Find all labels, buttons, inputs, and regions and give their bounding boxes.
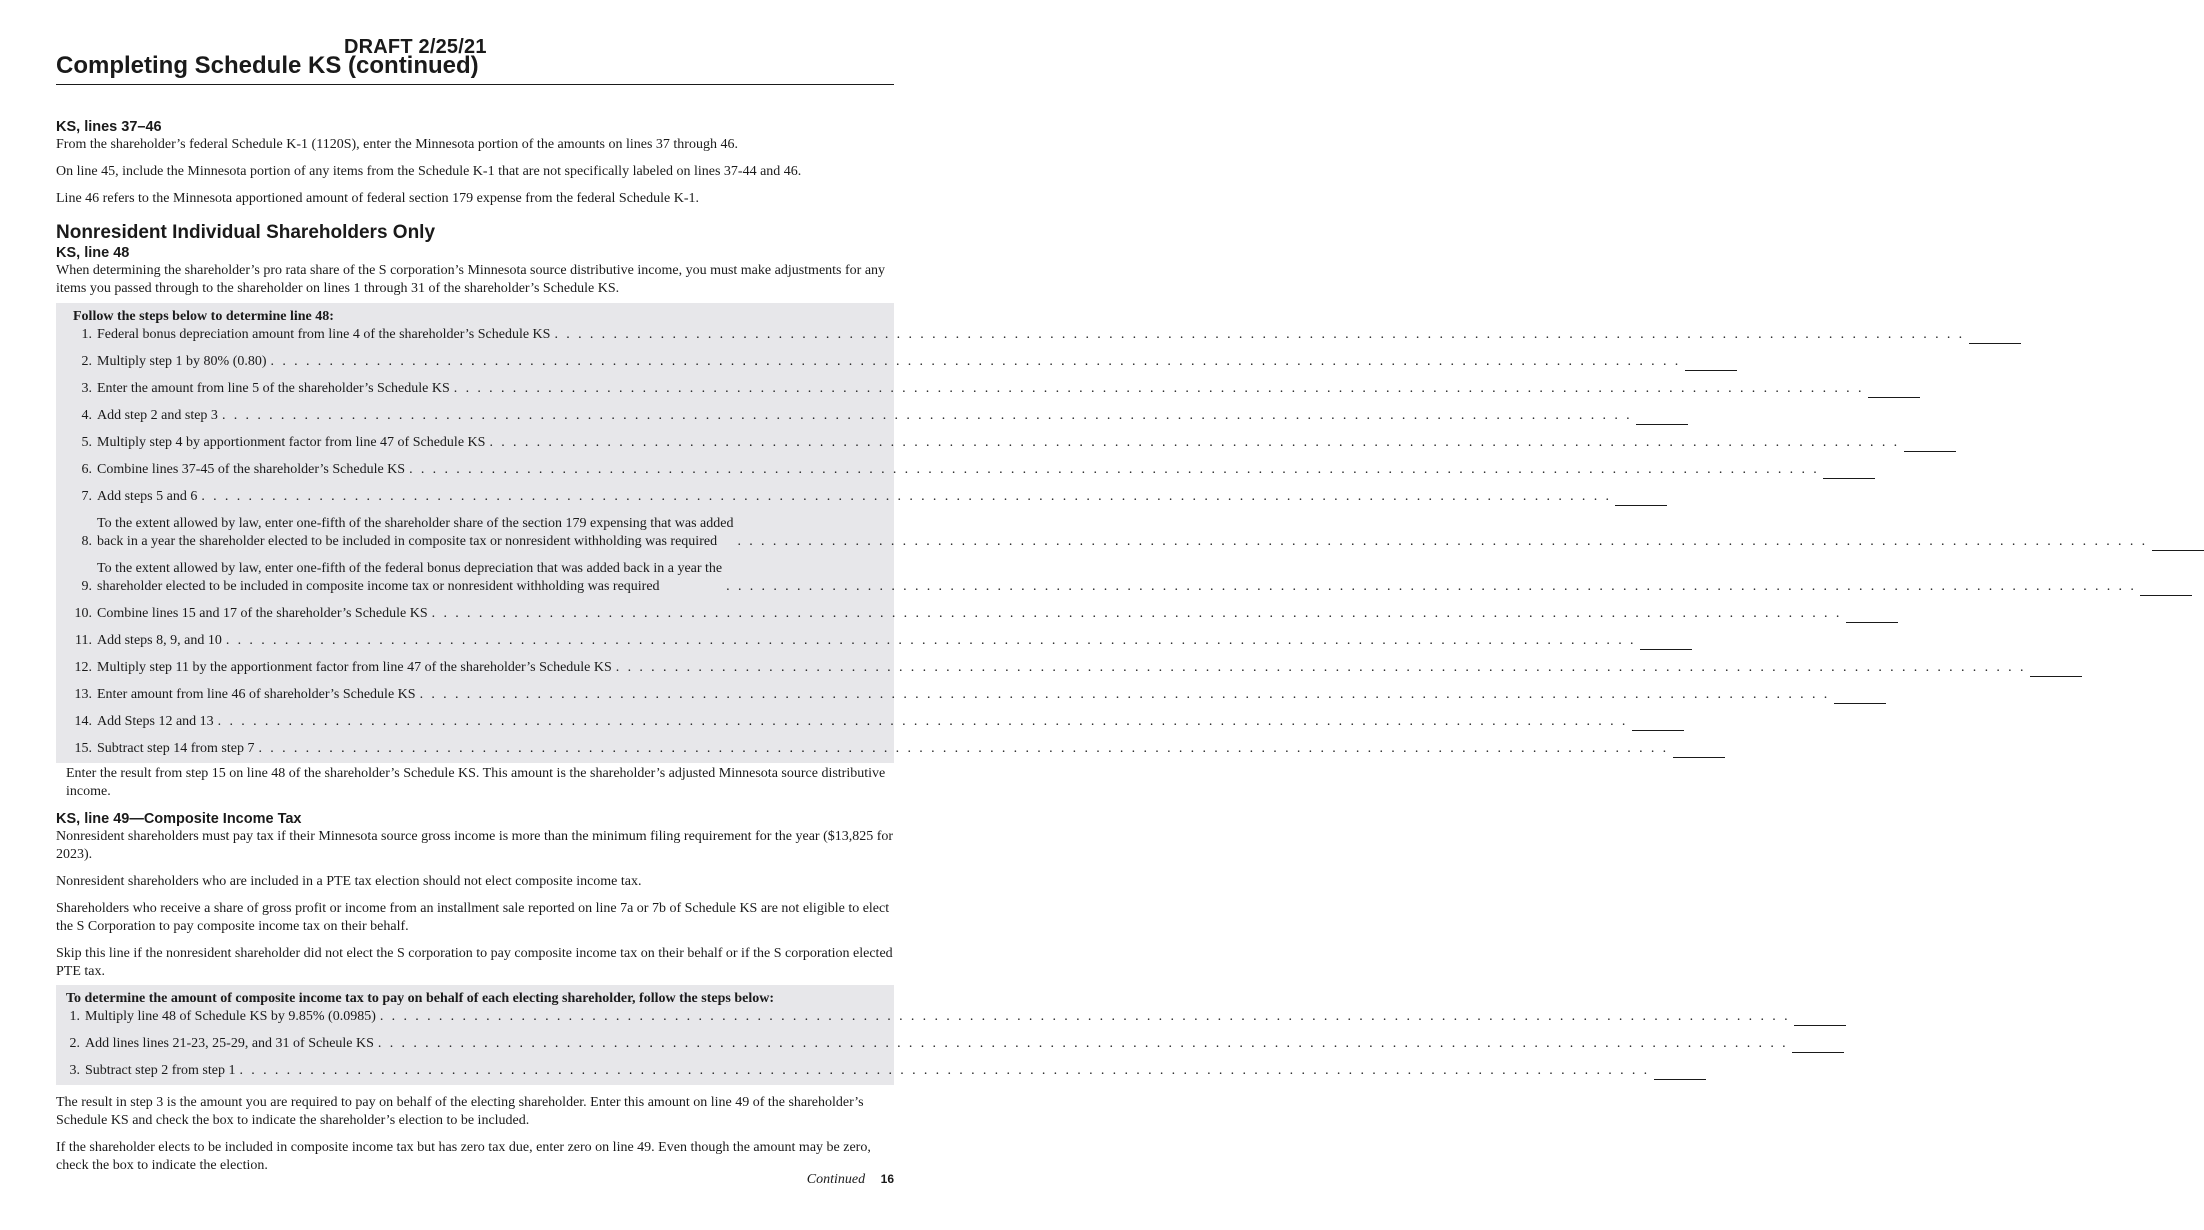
- step-number: 11.: [75, 633, 92, 648]
- step-text: Subtract step 2 from step 1: [85, 1063, 236, 1078]
- paragraph: On line 45, include the Minnesota portion of any items from the Schedule K-1 that are not specifically labeled on lines 37-44 and 46.: [56, 164, 802, 179]
- leader-dots: . . . . . . . . . . . . . . . . . . . . . . . . . . . . . . . . . . . . . . . . . . . . . . . . . . . . . . . . . . . . . . . . . . . . . . . . . . . . . . . . . . . . . . . . . . . . . . . . . . . . . . . . . . . . . . . . . . . . . . . .: [453, 381, 1864, 396]
- worksheet-step: [62, 515, 2148, 551]
- paragraph: When determining the shareholder’s pro rata share of the S corporation’s Minnesota source distributive income, you must make adjustments for any items you passed through to the shareholder on lines 1 through 31 of the shareholder’s Schedule KS.: [56, 263, 886, 296]
- step-text: Federal bonus depreciation amount from line 4 of the shareholder’s Schedule KS: [97, 327, 551, 342]
- amount-blank[interactable]: [1640, 635, 1692, 650]
- step-text: Add Steps 12 and 13: [97, 714, 214, 729]
- amount-blank[interactable]: [1673, 743, 1725, 758]
- amount-blank[interactable]: [1792, 1038, 1844, 1053]
- amount-blank[interactable]: [2152, 536, 2204, 551]
- leader-dots: . . . . . . . . . . . . . . . . . . . . . . . . . . . . . . . . . . . . . . . . . . . . . . . . . . . . . . . . . . . . . . . . . . . . . . . . . . . . . . . . . . . . . . . . . . . . . . . . . . . . . . . . . . . . . . . . . . . . . . . .: [737, 534, 2148, 549]
- step-text: Add lines lines 21-23, 25-29, and 31 of Scheule KS: [85, 1036, 374, 1051]
- page-title: Completing Schedule KS (continued): [56, 52, 479, 79]
- amount-blank[interactable]: [2140, 581, 2192, 596]
- leader-dots: . . . . . . . . . . . . . . . . . . . . . . . . . . . . . . . . . . . . . . . . . . . . . . . . . . . . . . . . . . . . . . . . . . . . . . . . . . . . . . . . . . . . . . . . . . . . . . . . . . . . . . . . . . . . . . . . . . . . . . . .: [221, 408, 1633, 423]
- amount-blank[interactable]: [1794, 1011, 1846, 1026]
- step-number: 12.: [74, 660, 92, 675]
- worksheet-step: [62, 326, 1965, 344]
- paragraph: Shareholders who receive a share of gross profit or income from an installment sale reported on line 7a or 7b of Schedule KS are not eligible to elect the S Corporation to pay composite income tax on their behalf.: [56, 901, 890, 934]
- leader-dots: . . . . . . . . . . . . . . . . . . . . . . . . . . . . . . . . . . . . . . . . . . . . . . . . . . . . . . . . . . . . . . . . . . . . . . . . . . . . . . . . . . . . . . . . . . . . . . . . . . . . . . . . . . . . . . . . . . . . . . . .: [615, 660, 2026, 675]
- step-text: Multiply step 4 by apportionment factor from line 47 of Schedule KS: [97, 435, 486, 450]
- paragraph: From the shareholder’s federal Schedule K-1 (1120S), enter the Minnesota portion of the amounts on lines 37 through 46.: [56, 137, 738, 152]
- step-text: Add steps 8, 9, and 10: [97, 633, 222, 648]
- leader-dots: . . . . . . . . . . . . . . . . . . . . . . . . . . . . . . . . . . . . . . . . . . . . . . . . . . . . . . . . . . . . . . . . . . . . . . . . . . . . . . . . . . . . . . . . . . . . . . . . . . . . . . . . . . . . . . . . . . . . . . . .: [377, 1036, 1789, 1051]
- step-text: Subtract step 14 from step 7: [97, 741, 255, 756]
- draft-stamp: DRAFT 2/25/21: [344, 36, 487, 58]
- step-text: Combine lines 37-45 of the shareholder’s Schedule KS: [97, 462, 406, 477]
- amount-blank[interactable]: [1654, 1065, 1706, 1080]
- step-text: Add step 2 and step 3: [97, 408, 218, 423]
- paragraph: Nonresident shareholders must pay tax if their Minnesota source gross income is more than the minimum filing requirement for the year ($13,825 for 2023).: [56, 829, 894, 862]
- amount-blank[interactable]: [1823, 464, 1875, 479]
- leader-dots: . . . . . . . . . . . . . . . . . . . . . . . . . . . . . . . . . . . . . . . . . . . . . . . . . . . . . . . . . . . . . . . . . . . . . . . . . . . . . . . . . . . . . . . . . . . . . . . . . . . . . . . . . . . . . . . . . . . . . . . .: [726, 579, 2137, 594]
- leader-dots: . . . . . . . . . . . . . . . . . . . . . . . . . . . . . . . . . . . . . . . . . . . . . . . . . . . . . . . . . . . . . . . . . . . . . . . . . . . . . . . . . . . . . . . . . . . . . . . . . . . . . . . . . . . . . . . . . . . . . . . .: [554, 327, 1965, 342]
- subheading-ks-line-48: KS, line 48: [56, 245, 130, 261]
- worksheet-step: [62, 1008, 1790, 1026]
- leader-dots: . . . . . . . . . . . . . . . . . . . . . . . . . . . . . . . . . . . . . . . . . . . . . . . . . . . . . . . . . . . . . . . . . . . . . . . . . . . . . . . . . . . . . . . . . . . . . . . . . . . . . . . . . . . . . . . . . . . . . . . .: [258, 741, 1669, 756]
- page-number: 16: [880, 1172, 894, 1186]
- step-number: 14.: [74, 714, 92, 729]
- worksheet-step: [62, 488, 1612, 506]
- step-text: To the extent allowed by law, enter one-fifth of the shareholder share of the section 179 expensing that was added: [97, 516, 734, 531]
- worksheet-step: [62, 740, 1669, 758]
- step-text: Combine lines 15 and 17 of the shareholder’s Schedule KS: [97, 606, 428, 621]
- worksheet-step: [62, 713, 1628, 731]
- leader-dots: . . . . . . . . . . . . . . . . . . . . . . . . . . . . . . . . . . . . . . . . . . . . . . . . . . . . . . . . . . . . . . . . . . . . . . . . . . . . . . . . . . . . . . . . . . . . . . . . . . . . . . . . . . . . . . . . . . . . . . . .: [225, 633, 1636, 648]
- leader-dots: . . . . . . . . . . . . . . . . . . . . . . . . . . . . . . . . . . . . . . . . . . . . . . . . . . . . . . . . . . . . . . . . . . . . . . . . . . . . . . . . . . . . . . . . . . . . . . . . . . . . . . . . . . . . . . . . . . . . . . . .: [409, 462, 1820, 477]
- step-number: 7.: [81, 489, 92, 504]
- step-text: Multiply step 1 by 80% (0.80): [97, 354, 267, 369]
- section-heading-ks-37-46: KS, lines 37–46: [56, 119, 162, 135]
- paragraph: Skip this line if the nonresident shareholder did not elect the S corporation to pay composite income tax on their behalf or if the S corporation elected PTE tax.: [56, 946, 893, 979]
- leader-dots: . . . . . . . . . . . . . . . . . . . . . . . . . . . . . . . . . . . . . . . . . . . . . . . . . . . . . . . . . . . . . . . . . . . . . . . . . . . . . . . . . . . . . . . . . . . . . . . . . . . . . . . . . . . . . . . . . . . . . . . .: [270, 354, 1681, 369]
- step-text: Enter amount from line 46 of shareholder’s Schedule KS: [97, 687, 416, 702]
- worksheet-step: [62, 1062, 1650, 1080]
- line-48-worksheet: [56, 303, 2148, 763]
- paragraph: The result in step 3 is the amount you are required to pay on behalf of the electing shareholder. Enter this amount on line 49 of the shareholder’s Schedule KS and check the box to indicate the shareholder’s election to be included.: [56, 1095, 864, 1128]
- leader-dots: . . . . . . . . . . . . . . . . . . . . . . . . . . . . . . . . . . . . . . . . . . . . . . . . . . . . . . . . . . . . . . . . . . . . . . . . . . . . . . . . . . . . . . . . . . . . . . . . . . . . . . . . . . . . . . . . . . . . . . . .: [217, 714, 1628, 729]
- worksheet-step: [62, 1035, 1789, 1053]
- worksheet-step: [62, 686, 1830, 704]
- step-number: 15.: [74, 741, 92, 756]
- step-text: back in a year the shareholder elected to be included in composite tax or nonresident withholding was required: [97, 534, 718, 549]
- worksheet-intro: To determine the amount of composite income tax to pay on behalf of each electing shareholder, follow the steps below:: [66, 991, 774, 1006]
- page-content: [56, 118, 2148, 1175]
- leader-dots: . . . . . . . . . . . . . . . . . . . . . . . . . . . . . . . . . . . . . . . . . . . . . . . . . . . . . . . . . . . . . . . . . . . . . . . . . . . . . . . . . . . . . . . . . . . . . . . . . . . . . . . . . . . . . . . . . . . . . . . .: [431, 606, 1842, 621]
- worksheet-step: [62, 380, 1864, 398]
- amount-blank[interactable]: [1904, 437, 1956, 452]
- step-text: Multiply line 48 of Schedule KS by 9.85% (0.0985): [85, 1009, 376, 1024]
- step-number: 2.: [69, 1036, 80, 1051]
- amount-blank[interactable]: [2030, 662, 2082, 677]
- amount-blank[interactable]: [1868, 383, 1920, 398]
- amount-blank[interactable]: [1834, 689, 1886, 704]
- title-rule: [56, 84, 894, 85]
- amount-blank[interactable]: [1969, 329, 2021, 344]
- amount-blank[interactable]: [1685, 356, 1737, 371]
- worksheet-note: Enter the result from step 15 on line 48 of the shareholder’s Schedule KS. This amount is the shareholder’s adjusted Minnesota source distributive income.: [66, 766, 886, 799]
- step-text: Enter the amount from line 5 of the shareholder’s Schedule KS: [97, 381, 450, 396]
- worksheet-step: [62, 605, 1842, 623]
- worksheet-intro: Follow the steps below to determine line 48:: [73, 309, 334, 324]
- worksheet-step: [62, 560, 2137, 596]
- step-number: 2.: [81, 354, 92, 369]
- paragraph: If the shareholder elects to be included in composite income tax but has zero tax due, enter zero on line 49. Even though the amount may be zero, check the box to indicate the election.: [56, 1140, 871, 1173]
- step-text: Multiply step 11 by the apportionment factor from line 47 of the shareholder’s Schedule KS: [97, 660, 612, 675]
- paragraph: Line 46 refers to the Minnesota apportioned amount of federal section 179 expense from the federal Schedule K-1.: [56, 191, 700, 206]
- step-text: To the extent allowed by law, enter one-fifth of the federal bonus depreciation that was added back in a year the: [97, 561, 723, 576]
- step-number: 5.: [81, 435, 92, 450]
- worksheet-step: [62, 434, 1900, 452]
- step-number: 1.: [69, 1009, 80, 1024]
- step-number: 6.: [81, 462, 92, 477]
- step-text: shareholder elected to be included in composite income tax or nonresident withholding was required: [97, 579, 660, 594]
- step-number: 10.: [74, 606, 92, 621]
- worksheet-step: [62, 659, 2026, 677]
- leader-dots: . . . . . . . . . . . . . . . . . . . . . . . . . . . . . . . . . . . . . . . . . . . . . . . . . . . . . . . . . . . . . . . . . . . . . . . . . . . . . . . . . . . . . . . . . . . . . . . . . . . . . . . . . . . . . . . . . . . . . . . .: [379, 1009, 1790, 1024]
- section-heading-nonresident: Nonresident Individual Shareholders Only: [56, 222, 436, 243]
- step-number: 3.: [81, 381, 92, 396]
- worksheet-step: [62, 461, 1820, 479]
- composite-tax-worksheet: [56, 985, 1790, 1085]
- leader-dots: . . . . . . . . . . . . . . . . . . . . . . . . . . . . . . . . . . . . . . . . . . . . . . . . . . . . . . . . . . . . . . . . . . . . . . . . . . . . . . . . . . . . . . . . . . . . . . . . . . . . . . . . . . . . . . . . . . . . . . . .: [239, 1063, 1650, 1078]
- step-number: 8.: [81, 534, 92, 549]
- amount-blank[interactable]: [1615, 491, 1667, 506]
- step-number: 4.: [81, 408, 92, 423]
- worksheet-step: [62, 632, 1636, 650]
- paragraph: Nonresident shareholders who are included in a PTE tax election should not elect composite income tax.: [56, 874, 642, 889]
- amount-blank[interactable]: [1632, 716, 1684, 731]
- amount-blank[interactable]: [1846, 608, 1898, 623]
- amount-blank[interactable]: [1636, 410, 1688, 425]
- step-number: 3.: [69, 1063, 80, 1078]
- section-heading-ks-line-49: KS, line 49—Composite Income Tax: [56, 811, 302, 827]
- worksheet-step: [62, 353, 1681, 371]
- leader-dots: . . . . . . . . . . . . . . . . . . . . . . . . . . . . . . . . . . . . . . . . . . . . . . . . . . . . . . . . . . . . . . . . . . . . . . . . . . . . . . . . . . . . . . . . . . . . . . . . . . . . . . . . . . . . . . . . . . . . . . . .: [489, 435, 1900, 450]
- step-text: Add steps 5 and 6: [97, 489, 198, 504]
- continued-label: Continued: [806, 1172, 866, 1187]
- step-number: 13.: [74, 687, 92, 702]
- step-number: 1.: [81, 327, 92, 342]
- page-footer: [807, 1172, 894, 1188]
- leader-dots: . . . . . . . . . . . . . . . . . . . . . . . . . . . . . . . . . . . . . . . . . . . . . . . . . . . . . . . . . . . . . . . . . . . . . . . . . . . . . . . . . . . . . . . . . . . . . . . . . . . . . . . . . . . . . . . . . . . . . . . .: [201, 489, 1612, 504]
- worksheet-step: [62, 407, 1633, 425]
- leader-dots: . . . . . . . . . . . . . . . . . . . . . . . . . . . . . . . . . . . . . . . . . . . . . . . . . . . . . . . . . . . . . . . . . . . . . . . . . . . . . . . . . . . . . . . . . . . . . . . . . . . . . . . . . . . . . . . . . . . . . . . .: [419, 687, 1830, 702]
- step-number: 9.: [81, 579, 92, 594]
